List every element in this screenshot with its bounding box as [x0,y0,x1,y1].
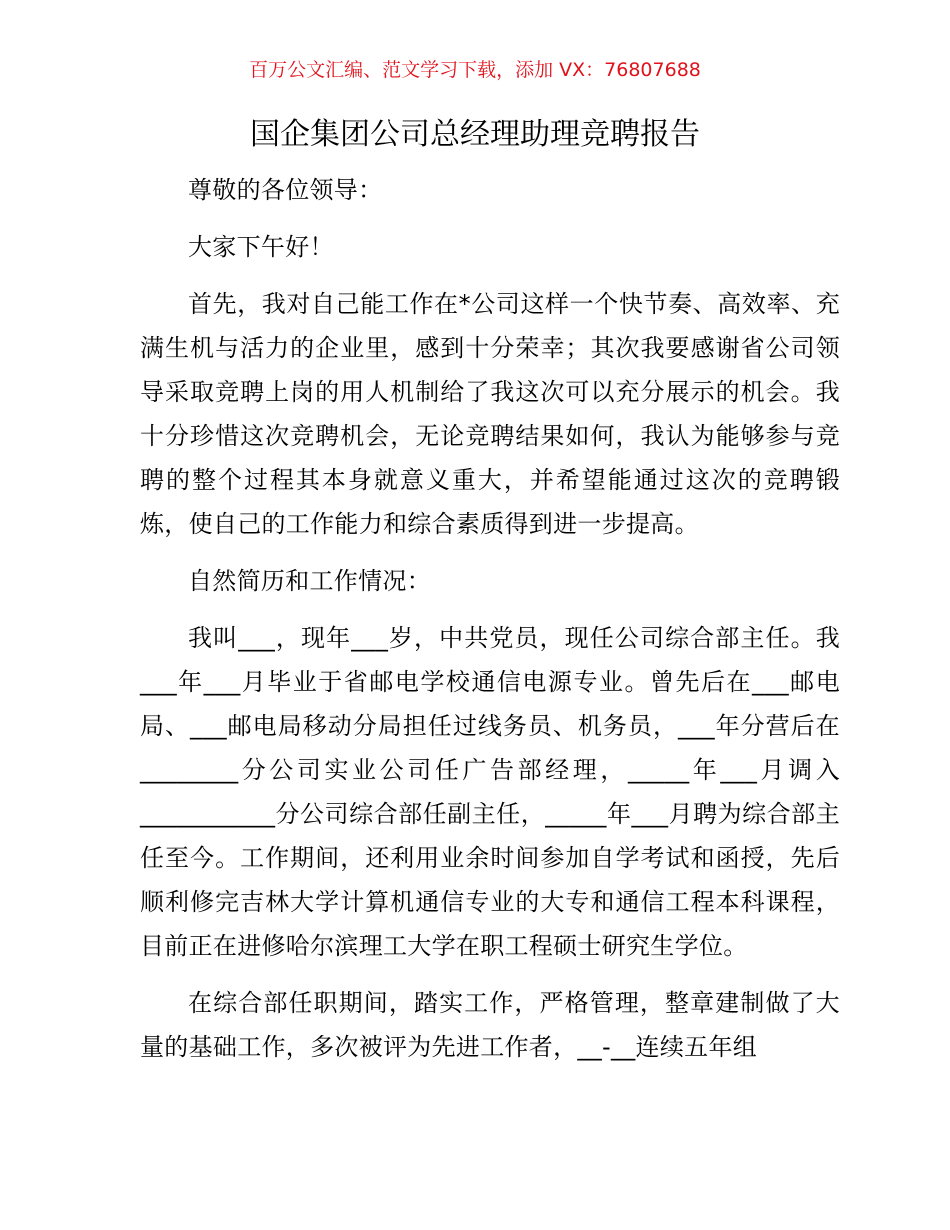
document-title: 国企集团公司总经理助理竞聘报告 [250,117,700,152]
paragraph-resume: 我叫___，现年___岁，中共党员，现任公司综合部主任。我___年___月毕业于省邮电学校通信电源专业。曾先后在___邮电局、___邮电局移动分局担任过线务员、机务员，___年分营后在________分公司实业公司任广告部经理，_____年___月调入___________分公司综合部任副主任，_____年___月聘为综合部主任至今。工作期间，还利用业余时间参加自学考试和函授，先后顺利修完吉林大学计算机通信专业的大专和通信工程本科课程，目前正在进修哈尔滨理工大学在职工程硕士研究生学位。 [140,624,840,960]
paragraph-intro: 首先，我对自己能工作在*公司这样一个快节奏、高效率、充满生机与活力的企业里，感到十分荣幸；其次我要感谢省公司领导采取竞聘上岗的用人机制给了我这次可以充分展示的机会。我十分珍惜这次竞聘机会，无论竞聘结果如何，我认为能够参与竞聘的整个过程其本身就意义重大，并希望能通过这次的竞聘锻炼，使自己的工作能力和综合素质得到进一步提高。 [140,290,840,538]
header-watermark-note: 百万公文汇编、范文学习下载，添加 VX：76807688 [249,59,701,81]
section-heading-resume: 自然简历和工作情况： [188,567,431,595]
paragraph-work: 在综合部任职期间，踏实工作，严格管理，整章建制做了大量的基础工作，多次被评为先进工作者，__-__连续五年组 [140,989,840,1061]
document-body [140,168,840,1082]
salutation: 尊敬的各位领导： [188,176,383,204]
greeting: 大家下午好！ [188,233,334,261]
